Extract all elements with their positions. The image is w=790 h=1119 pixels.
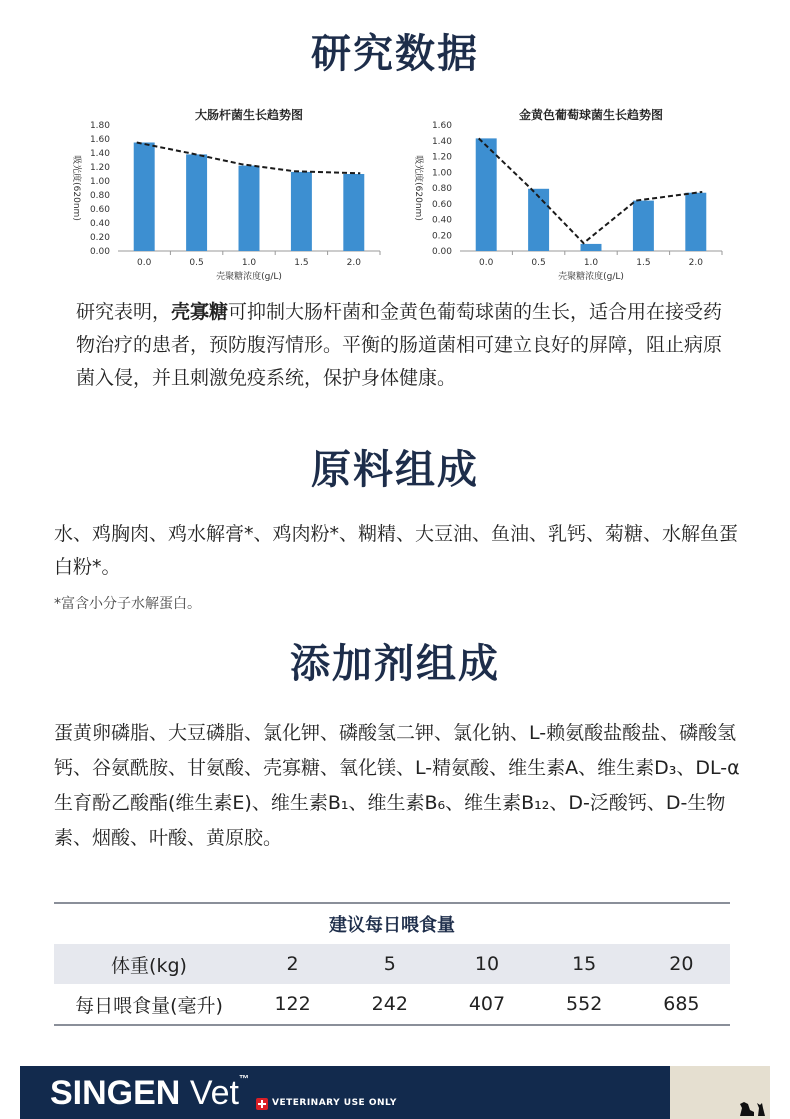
x-tick-label: 0.0 <box>479 258 494 268</box>
ecoli-chart-svg <box>60 105 390 290</box>
y-tick-label: 0.60 <box>431 199 452 210</box>
weight-cell: 5 <box>341 944 438 984</box>
chart-title: 金黄色葡萄球菌生长趋势图 <box>518 108 664 122</box>
x-tick-label: 2.0 <box>346 258 361 268</box>
x-tick-label: 1.5 <box>294 258 309 268</box>
research-paragraph <box>76 296 726 395</box>
pet-silhouettes-image <box>670 1066 770 1119</box>
amount-cell: 552 <box>536 984 633 1025</box>
bar <box>239 166 260 251</box>
amount-cell: 122 <box>244 984 341 1025</box>
y-tick-label: 0.00 <box>89 247 110 257</box>
weight-label: 体重(kg) <box>54 944 244 984</box>
x-tick-label: 1.0 <box>241 258 257 268</box>
x-tick-label: 0.5 <box>189 258 204 268</box>
amount-cell: 242 <box>341 984 438 1025</box>
y-tick-label: 0.20 <box>431 231 452 242</box>
brand-logo <box>50 1074 249 1113</box>
weight-cell: 15 <box>536 944 633 984</box>
bar <box>186 154 207 251</box>
y-tick-label: 1.40 <box>89 149 110 159</box>
feeding-table-title: 建议每日喂食量 <box>54 903 730 944</box>
x-tick-label: 2.0 <box>688 258 703 268</box>
ingredients-note: *富含小分子水解蛋白。 <box>54 596 201 612</box>
x-tick-label: 0.5 <box>531 258 546 268</box>
feeding-table-title-row <box>54 903 730 944</box>
x-tick-label: 1.5 <box>636 258 651 268</box>
research-keyword: 壳寡糖 <box>171 301 229 323</box>
brand-tm: ™ <box>238 1074 249 1085</box>
y-tick-label: 0.00 <box>431 247 452 257</box>
y-tick-label: 1.20 <box>89 163 110 173</box>
feeding-table <box>54 902 730 1026</box>
research-title: 研究数据 <box>311 31 479 77</box>
weight-cell: 2 <box>244 944 341 984</box>
amount-label: 每日喂食量(毫升) <box>54 984 244 1025</box>
dog-cat-icon <box>670 1066 770 1119</box>
x-axis-label: 壳聚糖浓度(g/L) <box>558 272 624 282</box>
y-tick-label: 1.60 <box>431 121 452 131</box>
x-tick-label: 1.0 <box>583 258 599 268</box>
bar <box>291 172 312 251</box>
x-tick-label: 0.0 <box>137 258 152 268</box>
y-tick-label: 0.40 <box>89 219 110 229</box>
bar <box>528 189 549 251</box>
additives-text: 蛋黄卵磷脂、大豆磷脂、氯化钾、磷酸氢二钾、氯化钠、L-赖氨酸盐酸盐、磷酸氢钙、谷氨酰胺、甘氨酸、壳寡糖、氧化镁、L-精氨酸、维生素A、维生素D₃、DL-α生育酚乙酸酯(维生素E)、维生素B₁、维生素B₆、维生素B₁₂、D-泛酸钙、D-生物素、烟酸、叶酸、黄原胶。 <box>54 722 740 849</box>
weight-cell: 20 <box>633 944 730 984</box>
chart-title: 大肠杆菌生长趋势图 <box>194 108 304 122</box>
trend-line <box>479 138 703 243</box>
bar <box>343 174 364 251</box>
y-tick-label: 1.00 <box>431 168 452 179</box>
additives-title: 添加剂组成 <box>290 641 500 687</box>
bar <box>134 143 155 252</box>
bar <box>476 138 497 251</box>
research-text-after: 可抑制大肠杆菌和金黄色葡萄球菌的生长，适合用在接受药物治疗的患者，预防腹泻情形。平衡的肠道菌相可建立良好的屏障，阻止病原菌入侵，并且刺激免疫系统，保护身体健康。 <box>76 301 723 389</box>
brand-sub: Vet <box>189 1074 239 1112</box>
y-tick-label: 1.80 <box>89 121 110 131</box>
y-tick-label: 1.40 <box>431 136 452 147</box>
bar <box>633 201 654 251</box>
y-tick-label: 0.80 <box>431 184 452 194</box>
veterinary-use-tagline: VETERINARY USE ONLY <box>272 1098 397 1108</box>
y-axis-label: 吸光度(620nm) <box>71 155 81 221</box>
bar <box>581 244 602 251</box>
brand-banner <box>20 1066 770 1119</box>
y-tick-label: 1.00 <box>89 177 110 187</box>
staph-chart <box>402 105 732 290</box>
y-tick-label: 0.20 <box>89 233 110 243</box>
ecoli-chart <box>60 105 390 290</box>
staph-chart-svg <box>402 105 732 290</box>
brand-main: SINGEN <box>50 1074 181 1112</box>
swiss-cross-icon <box>256 1098 268 1110</box>
y-tick-label: 1.20 <box>431 152 452 163</box>
y-tick-label: 0.60 <box>89 205 110 215</box>
ingredients-text: 水、鸡胸肉、鸡水解膏*、鸡肉粉*、糊精、大豆油、鱼油、乳钙、菊糖、水解鱼蛋白粉*。 <box>54 523 739 578</box>
amount-cell: 407 <box>438 984 535 1025</box>
ingredients-title: 原料组成 <box>311 447 479 493</box>
weight-row <box>54 944 730 984</box>
amount-row <box>54 984 730 1025</box>
x-axis-label: 壳聚糖浓度(g/L) <box>216 272 282 282</box>
weight-cell: 10 <box>438 944 535 984</box>
y-tick-label: 0.40 <box>431 215 452 226</box>
bar <box>685 193 706 251</box>
amount-cell: 685 <box>633 984 730 1025</box>
y-tick-label: 1.60 <box>89 135 110 145</box>
y-axis-label: 吸光度(620nm) <box>413 155 423 221</box>
research-text-before: 研究表明， <box>76 301 172 323</box>
y-tick-label: 0.80 <box>89 191 110 201</box>
